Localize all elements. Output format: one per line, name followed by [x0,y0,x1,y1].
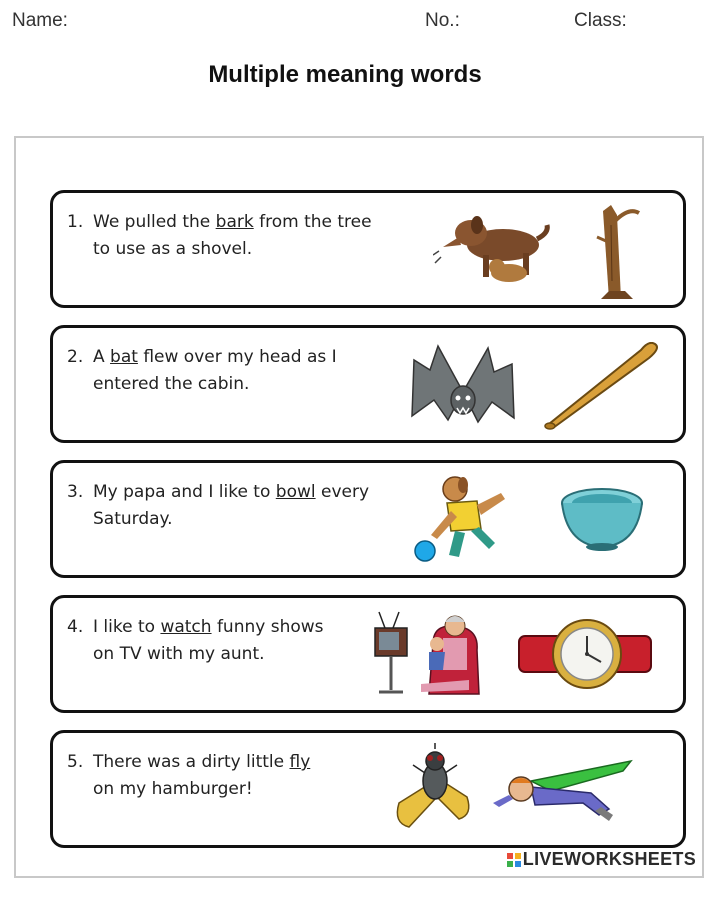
item-sentence: 1. We pulled the bark from the tree to use as a shovel. [67,209,397,263]
page-title: Multiple meaning words [208,61,482,88]
tree-bark-icon [581,201,651,301]
target-word: fly [289,752,311,772]
housefly-icon [389,743,479,839]
bowling-dog-icon [411,471,521,571]
item-sentence: 2. A bat flew over my head as I entered the cabin. [67,344,397,398]
wristwatch-icon [515,614,655,694]
class-label: Class: [574,10,627,31]
item-3 [50,460,686,578]
item-sentence: 4. I like to watch funny shows on TV with my aunt. [67,614,397,668]
target-word: bowl [275,482,316,502]
target-word: bark [215,212,254,232]
baseball-bat-icon [541,342,671,432]
item-2 [50,325,686,443]
number-label: No.: [425,10,460,31]
item-4 [50,595,686,713]
target-word: watch [160,617,212,637]
item-sentence: 3. My papa and I like to bowl every Saturday. [67,479,397,533]
bowl-icon [557,483,647,555]
item-sentence: 5. There was a dirty little fly on my hamburger! [67,749,397,803]
item-number: 1. [67,212,84,232]
flying-hero-icon [491,747,641,831]
name-label: Name: [12,10,68,31]
target-word: bat [110,347,138,367]
item-number: 2. [67,347,84,367]
watermark-text: LIVEWORKSHEETS [522,849,696,869]
item-5 [50,730,686,848]
liveworksheets-logo-icon [507,853,521,867]
watching-tv-icon [371,604,501,704]
item-number: 4. [67,617,84,637]
worksheet-frame [14,136,704,878]
flying-bat-icon [408,340,518,432]
watermark-logo [507,849,696,870]
item-number: 3. [67,482,84,502]
item-1 [50,190,686,308]
barking-dog-icon [433,207,553,295]
item-number: 5. [67,752,84,772]
